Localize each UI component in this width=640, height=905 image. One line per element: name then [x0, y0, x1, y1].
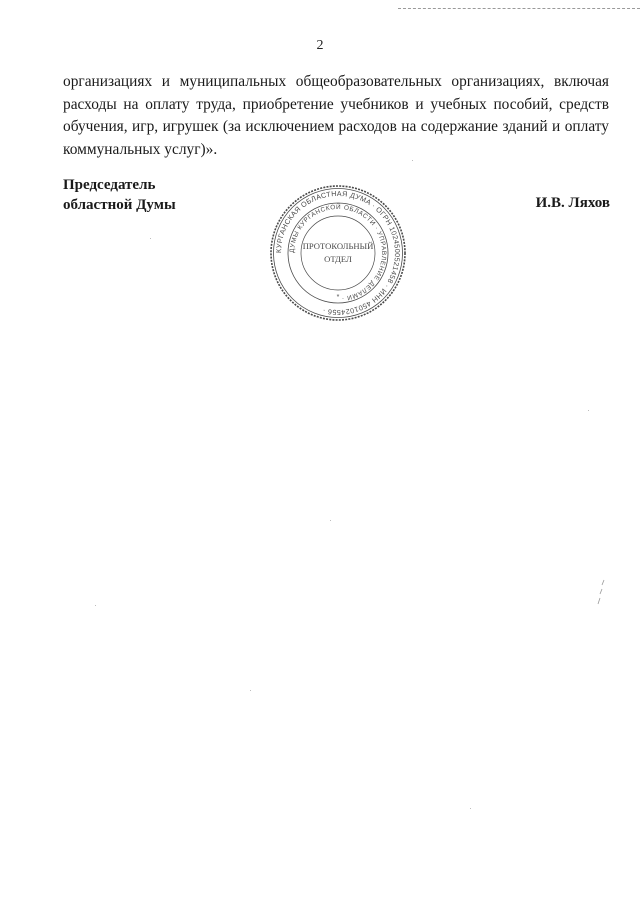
scan-speck: [95, 605, 96, 606]
stamp-star-mark: *: [336, 294, 340, 301]
scan-speck: [250, 690, 251, 691]
scan-speck: [412, 160, 413, 161]
signer-title: [63, 175, 176, 215]
stamp-center-line1: ПРОТОКОЛЬНЫЙ: [302, 241, 374, 251]
stamp-center-line2: ОТДЕЛ: [324, 254, 352, 264]
scan-speck: [588, 410, 589, 411]
signer-name: И.В. Ляхов: [535, 195, 610, 211]
top-scan-rule: [398, 8, 640, 9]
page-number: 2: [316, 38, 324, 53]
body-paragraph: организациях и муниципальных общеобразовательных организациях, включая расходы на оплату труда, приобретение учебников и учебных пособий, средств обучения, игр, игрушек (за исключением расходов на содержание зданий и оплату коммунальных услуг)».: [63, 73, 609, 158]
signer-title-line2: областной Думы: [63, 197, 176, 213]
scan-edge-marks: [596, 578, 606, 608]
stamp-outer-ring-text: КУРГАНСКАЯ ОБЛАСТНАЯ ДУМА · ОГРН 1024500521458 · ИНН 4501024556 ·: [273, 188, 403, 318]
official-stamp-seal: [268, 183, 408, 323]
scan-speck: [330, 520, 331, 521]
stamp-graphic: [268, 183, 408, 323]
stamp-inner-ring-text: ДУМЫ КУРГАНСКОЙ ОБЛАСТИ · УПРАВЛЕНИЕ ДЕЛАМИ ·: [288, 203, 388, 302]
signer-title-line1: Председатель: [63, 177, 156, 193]
scan-speck: [150, 238, 151, 239]
scan-speck: [470, 808, 471, 809]
